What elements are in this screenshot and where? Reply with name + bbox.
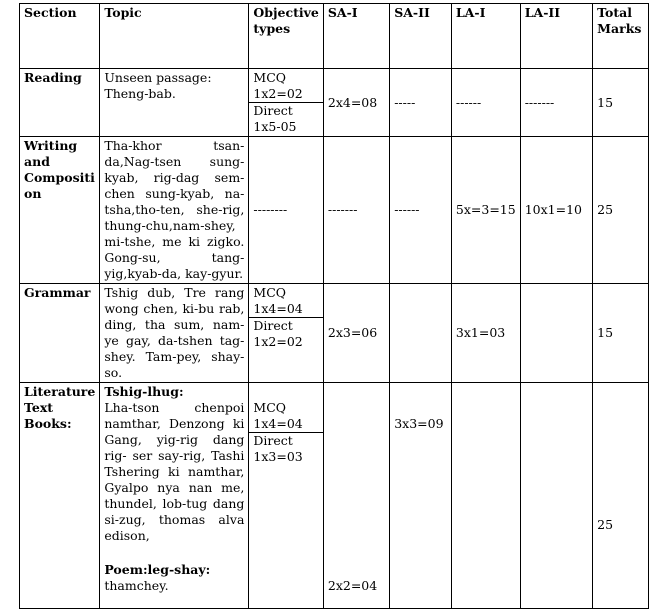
reading-la2: ------- [520, 69, 592, 137]
literature-sa1: 2x2=04 [323, 383, 389, 609]
grammar-mcq: MCQ 1x4=04 [249, 285, 322, 318]
grammar-topic: Tshig dub, Tre rang wong chen, ki-bu rab, ding, tha sum, nam-ye gay, da-tshen tag-shey. Tam-pey, shay-so. [100, 284, 249, 383]
grammar-sa1: 2x3=06 [323, 284, 389, 383]
literature-row [20, 383, 649, 609]
writing-sa2: ------ [390, 137, 452, 284]
header-section: Section [20, 4, 100, 69]
grammar-sa2 [390, 284, 452, 383]
grammar-section: Grammar [20, 284, 100, 383]
header-la2: LA-II [520, 4, 592, 69]
writing-topic: Tha-khor tsan-da,Nag-tsen sung-kyab, rig-dag sem-chen sung-kyab, na-tsha,tho-ten, she-rig, thung-chu,nam-shey, mi-tshe, me ki zigko. Gong-su, tang-yig,kyab-da, kay-gyur. [100, 137, 249, 284]
literature-topic-cell [100, 383, 249, 609]
reading-row [20, 69, 649, 137]
writing-row [20, 137, 649, 284]
literature-objective [249, 383, 323, 609]
header-objective-types: Objective types [249, 4, 323, 69]
writing-total: 25 [593, 137, 649, 284]
header-sa2: SA-II [390, 4, 452, 69]
header-la1: LA-I [451, 4, 520, 69]
header-total-marks: Total Marks [593, 4, 649, 69]
writing-la1: 5x=3=15 [451, 137, 520, 284]
marks-distribution-table [19, 3, 649, 609]
grammar-la2 [520, 284, 592, 383]
literature-prose-heading: Tshig-lhug: [104, 384, 184, 399]
header-sa1: SA-I [323, 4, 389, 69]
literature-direct: Direct 1x3=03 [253, 433, 303, 464]
literature-la1 [451, 383, 520, 609]
reading-total: 15 [593, 69, 649, 137]
reading-direct: Direct 1x5-05 [253, 103, 297, 134]
literature-poem: thamchey. [104, 578, 169, 593]
literature-section: Literature Text Books: [20, 383, 100, 609]
writing-la2: 10x1=10 [520, 137, 592, 284]
writing-section: Writing and Compositi on [20, 137, 100, 284]
literature-la2 [520, 383, 592, 609]
literature-total: 25 [593, 383, 649, 609]
reading-section: Reading [20, 69, 100, 137]
reading-topic: Unseen passage: Theng-bab. [100, 69, 249, 137]
header-topic: Topic [100, 4, 249, 69]
grammar-direct: Direct 1x2=02 [253, 318, 303, 349]
reading-objective [249, 69, 323, 137]
grammar-total: 15 [593, 284, 649, 383]
literature-prose-list: Lha-tson chenpoi namthar, Denzong ki Gang, yig-rig dang rig- ser say-rig, Tashi Tshering ki namthar, Gyalpo nya nan me, thundel, lob-tug dang si-zug, thomas alva edison, [104, 400, 245, 543]
reading-mcq: MCQ 1x2=02 [249, 70, 322, 103]
literature-poem-heading: Poem:leg-shay: [104, 562, 211, 577]
writing-sa1: ------- [323, 137, 389, 284]
writing-objective: -------- [249, 137, 323, 284]
literature-mcq: MCQ 1x4=04 [249, 400, 322, 433]
grammar-row [20, 284, 649, 383]
reading-la1: ------ [451, 69, 520, 137]
literature-sa2-cell [390, 383, 452, 609]
grammar-la1: 3x1=03 [451, 284, 520, 383]
reading-sa1: 2x4=08 [323, 69, 389, 137]
literature-sa2: 3x3=09 [394, 416, 444, 431]
grammar-objective [249, 284, 323, 383]
reading-sa2: ----- [390, 69, 452, 137]
header-row [20, 4, 649, 69]
